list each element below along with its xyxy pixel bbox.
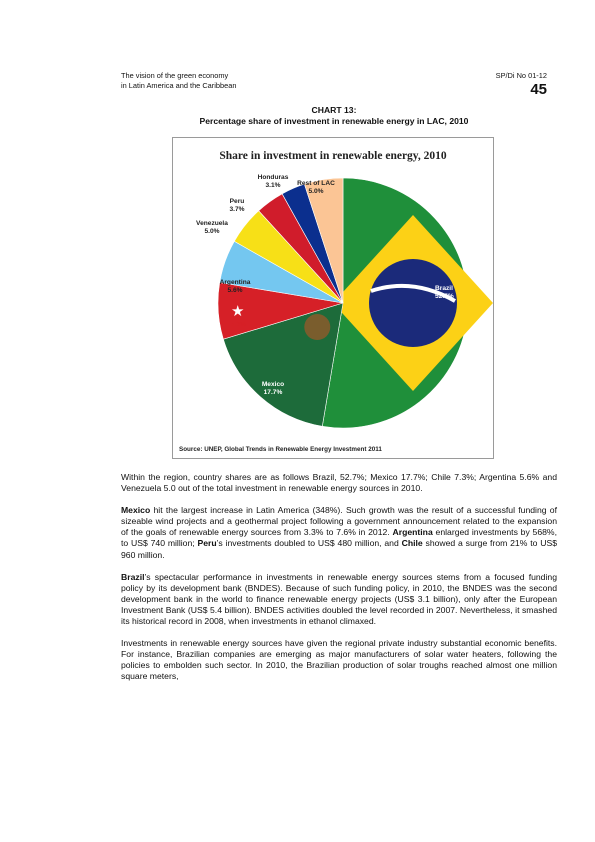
- text-run: hit the largest increase in Latin America (348%). Such growth was the result of a successful funding of sizeable wind projects and a geothermal project following a government announcement related to the expansion of the goals of renewable energy sources from 3.3% to 7.6% in 2012.: [121, 505, 557, 538]
- text-run: enlarged investments by 568%, to US$ 740 million;: [121, 527, 557, 549]
- document-reference: SP/Di No 01-12: [495, 71, 547, 80]
- slice-value: 3.1%: [265, 182, 281, 189]
- header-line-1: The vision of the green economy: [121, 71, 229, 80]
- chart-caption: [121, 105, 547, 127]
- chart-source: Source: UNEP, Global Trends in Renewable Energy Investment 2011: [179, 446, 382, 453]
- slice-value: 5.0%: [308, 188, 324, 195]
- slice-label: [258, 174, 289, 189]
- slice-value: 5.6%: [227, 287, 243, 294]
- slice-name: Venezuela: [196, 220, 228, 227]
- mexico-emblem-shape: [304, 314, 330, 340]
- chart-title: Share in investment in renewable energy, 2010: [219, 150, 447, 162]
- caption-number: CHART 13:: [311, 105, 357, 115]
- slice-label: [231, 321, 246, 328]
- slice-label: [262, 381, 284, 396]
- slice-value: 7.3%: [231, 321, 247, 328]
- bold-term: Brazil: [121, 571, 145, 582]
- text-run: ’s investments doubled to US$ 480 million, and: [216, 538, 402, 549]
- slice-value: 17.7%: [263, 389, 283, 396]
- paragraph: [121, 505, 557, 560]
- bold-term: Mexico: [121, 505, 151, 516]
- slice-name: Peru: [229, 198, 245, 205]
- page-number: 45: [530, 81, 547, 98]
- slice-name: Brazil: [435, 285, 453, 292]
- pie-slices: [218, 178, 493, 428]
- slice-name: Argentina: [219, 279, 251, 286]
- slice-value: 3.7%: [229, 206, 245, 213]
- text-run: showed a surge from 21% to US$ 960 million.: [121, 538, 557, 560]
- pie-chart: [173, 138, 493, 458]
- paragraph: [121, 472, 557, 494]
- slice-value: 52.7%: [435, 293, 454, 300]
- body-text: [121, 472, 557, 694]
- header-line-2: in Latin America and the Caribbean: [121, 81, 237, 90]
- bold-term: Argentina: [392, 527, 433, 538]
- paragraph: [121, 572, 557, 627]
- slice-label: [229, 198, 244, 213]
- caption-title: Percentage share of investment in renewable energy in LAC, 2010: [199, 116, 469, 126]
- paragraph: [121, 638, 557, 682]
- text-run: Investments in renewable energy sources have given the regional private industry substantial economic benefits. For instance, Brazilian companies are emerging as major manufacturers of solar water heaters, following the policies to embolden such sector. In 2010, the Brazilian production of solar troughs reached almost one million square meters,: [121, 638, 557, 682]
- slice-name: Rest of LAC: [297, 180, 335, 187]
- brazil-globe-shape: [369, 259, 457, 347]
- slice-name: Honduras: [257, 174, 289, 181]
- slice-name: Mexico: [261, 381, 285, 388]
- chile-star-icon: ★: [231, 303, 245, 320]
- bold-term: Chile: [401, 538, 423, 549]
- bold-term: Peru: [197, 538, 217, 549]
- slice-label: [196, 220, 228, 235]
- pie-chart-figure: [172, 137, 494, 459]
- running-header: [121, 71, 236, 91]
- slice-value: 5.0%: [204, 228, 220, 235]
- text-run: Within the region, country shares are as follows Brazil, 52.7%; Mexico 17.7%; Chile 7.3%; Argentina 5.6% and Venezuela 5.0 out of the total investment in renewable energy sources in 2010.: [121, 472, 557, 494]
- slice-label: [435, 285, 454, 300]
- text-run: ’s spectacular performance in investments in renewable energy sources stems from a focused funding policy by its development bank (BNDES). Because of such funding policy, in 2010, the BNDES was the second development bank in the world to finance renewable energy projects (US$ 3.1 billion), only after the European Investment Bank (US$ 5.4 billion). BNDES activities doubled the level recorded in 2007. Nevertheless, it smashed its historical record in 2008, when investments in ethanol climaxed.: [121, 571, 557, 627]
